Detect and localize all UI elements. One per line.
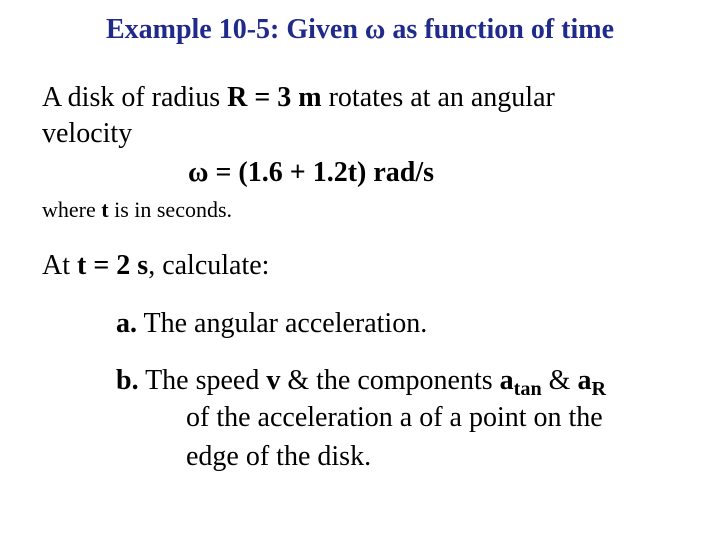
part-b-line-1 <box>116 365 607 401</box>
where-variable: t <box>101 197 109 222</box>
where-suffix: is in seconds. <box>108 197 233 222</box>
intro-suffix: rotates at an angular <box>321 82 555 113</box>
where-note <box>42 197 232 223</box>
tangential-acceleration <box>499 365 542 401</box>
intro-prefix: A disk of radius <box>42 82 228 113</box>
at-time-value: t = 2 s <box>77 250 149 281</box>
a-r-symbol: a <box>577 365 592 396</box>
slide-title: Example 10-5: Given ω as function of time <box>105 14 615 45</box>
part-a-text: The angular acceleration. <box>137 308 428 339</box>
radial-acceleration <box>577 365 607 401</box>
part-a-label: a. <box>116 308 137 339</box>
intro-line-2: velocity <box>42 118 133 149</box>
a-tan-symbol: a <box>499 365 514 396</box>
a-tan-subscript: tan <box>513 378 542 401</box>
part-b-label: b. <box>116 365 139 396</box>
omega-equation-text: ω = (1.6 + 1.2t) rad/s <box>188 157 435 188</box>
a-r-subscript: R <box>591 378 607 401</box>
at-time-line <box>42 250 269 282</box>
intro-line-1 <box>42 82 555 114</box>
ampersand: & <box>541 365 578 396</box>
speed-variable: v <box>266 365 281 396</box>
part-b-line-2: of the acceleration a of a point on the <box>186 402 603 433</box>
part-a <box>116 308 427 340</box>
at-prefix: At <box>42 250 77 281</box>
omega-equation <box>188 157 434 189</box>
part-b-text-1: The speed <box>138 365 267 396</box>
part-b-line-3: edge of the disk. <box>186 441 372 472</box>
part-b-text-2: & the components <box>280 365 500 396</box>
radius-expression: R = 3 m <box>227 82 322 113</box>
at-suffix: , calculate: <box>148 250 270 281</box>
where-prefix: where <box>42 197 102 222</box>
